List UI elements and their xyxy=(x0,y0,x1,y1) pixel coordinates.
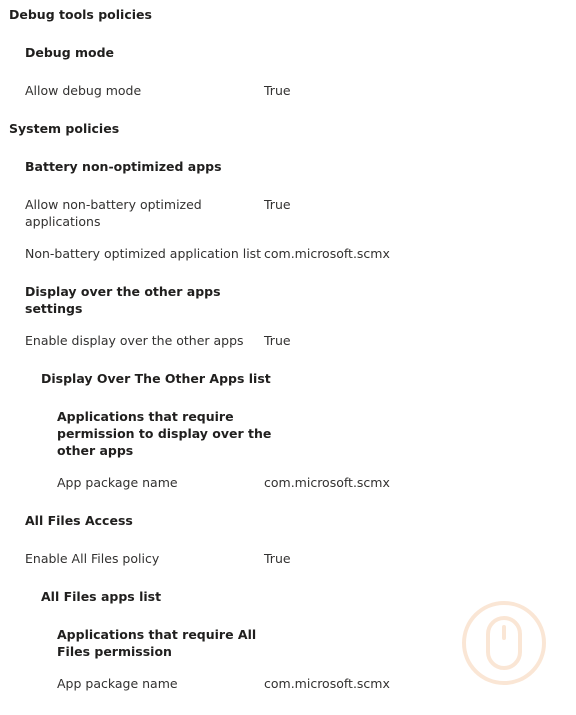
setting-value-display-over-package: com.microsoft.scmx xyxy=(264,475,390,490)
setting-label-enable-all-files: Enable All Files policy xyxy=(25,551,160,566)
group-heading-all-files-line1: Applications that require All xyxy=(57,627,257,642)
setting-value-all-files-package: com.microsoft.scmx xyxy=(264,676,390,691)
setting-label-allow-debug-mode: Allow debug mode xyxy=(25,83,142,98)
setting-label-allow-non-battery-line1: Allow non-battery optimized xyxy=(25,197,202,212)
group-heading-display-over-line2: permission to display over the xyxy=(57,426,272,441)
setting-label-enable-display-over: Enable display over the other apps xyxy=(25,333,244,348)
section-heading-system-policies: System policies xyxy=(9,121,120,136)
setting-value-allow-non-battery: True xyxy=(264,197,291,212)
mouse-icon xyxy=(461,600,547,686)
group-heading-display-over-line3: other apps xyxy=(57,443,134,458)
subsection-heading-display-over-line2: settings xyxy=(25,301,83,316)
subsection-heading-battery: Battery non-optimized apps xyxy=(25,159,222,174)
group-heading-all-files-line2: Files permission xyxy=(57,644,172,659)
setting-value-allow-debug-mode: True xyxy=(264,83,291,98)
setting-label-all-files-package: App package name xyxy=(57,676,178,691)
group-heading-display-over-line1: Applications that require xyxy=(57,409,234,424)
subsection-heading-debug-mode: Debug mode xyxy=(25,45,115,60)
setting-label-allow-non-battery-line2: applications xyxy=(25,214,101,229)
subsection-heading-all-files: All Files Access xyxy=(25,513,133,528)
section-heading-debug-tools: Debug tools policies xyxy=(9,7,152,22)
setting-value-enable-display-over: True xyxy=(264,333,291,348)
setting-label-display-over-package: App package name xyxy=(57,475,178,490)
setting-value-enable-all-files: True xyxy=(264,551,291,566)
list-heading-all-files: All Files apps list xyxy=(41,589,162,604)
list-heading-display-over: Display Over The Other Apps list xyxy=(41,371,271,386)
setting-value-non-battery-list: com.microsoft.scmx xyxy=(264,246,390,261)
subsection-heading-display-over-line1: Display over the other apps xyxy=(25,284,221,299)
setting-label-non-battery-list: Non-battery optimized application list xyxy=(25,246,262,261)
